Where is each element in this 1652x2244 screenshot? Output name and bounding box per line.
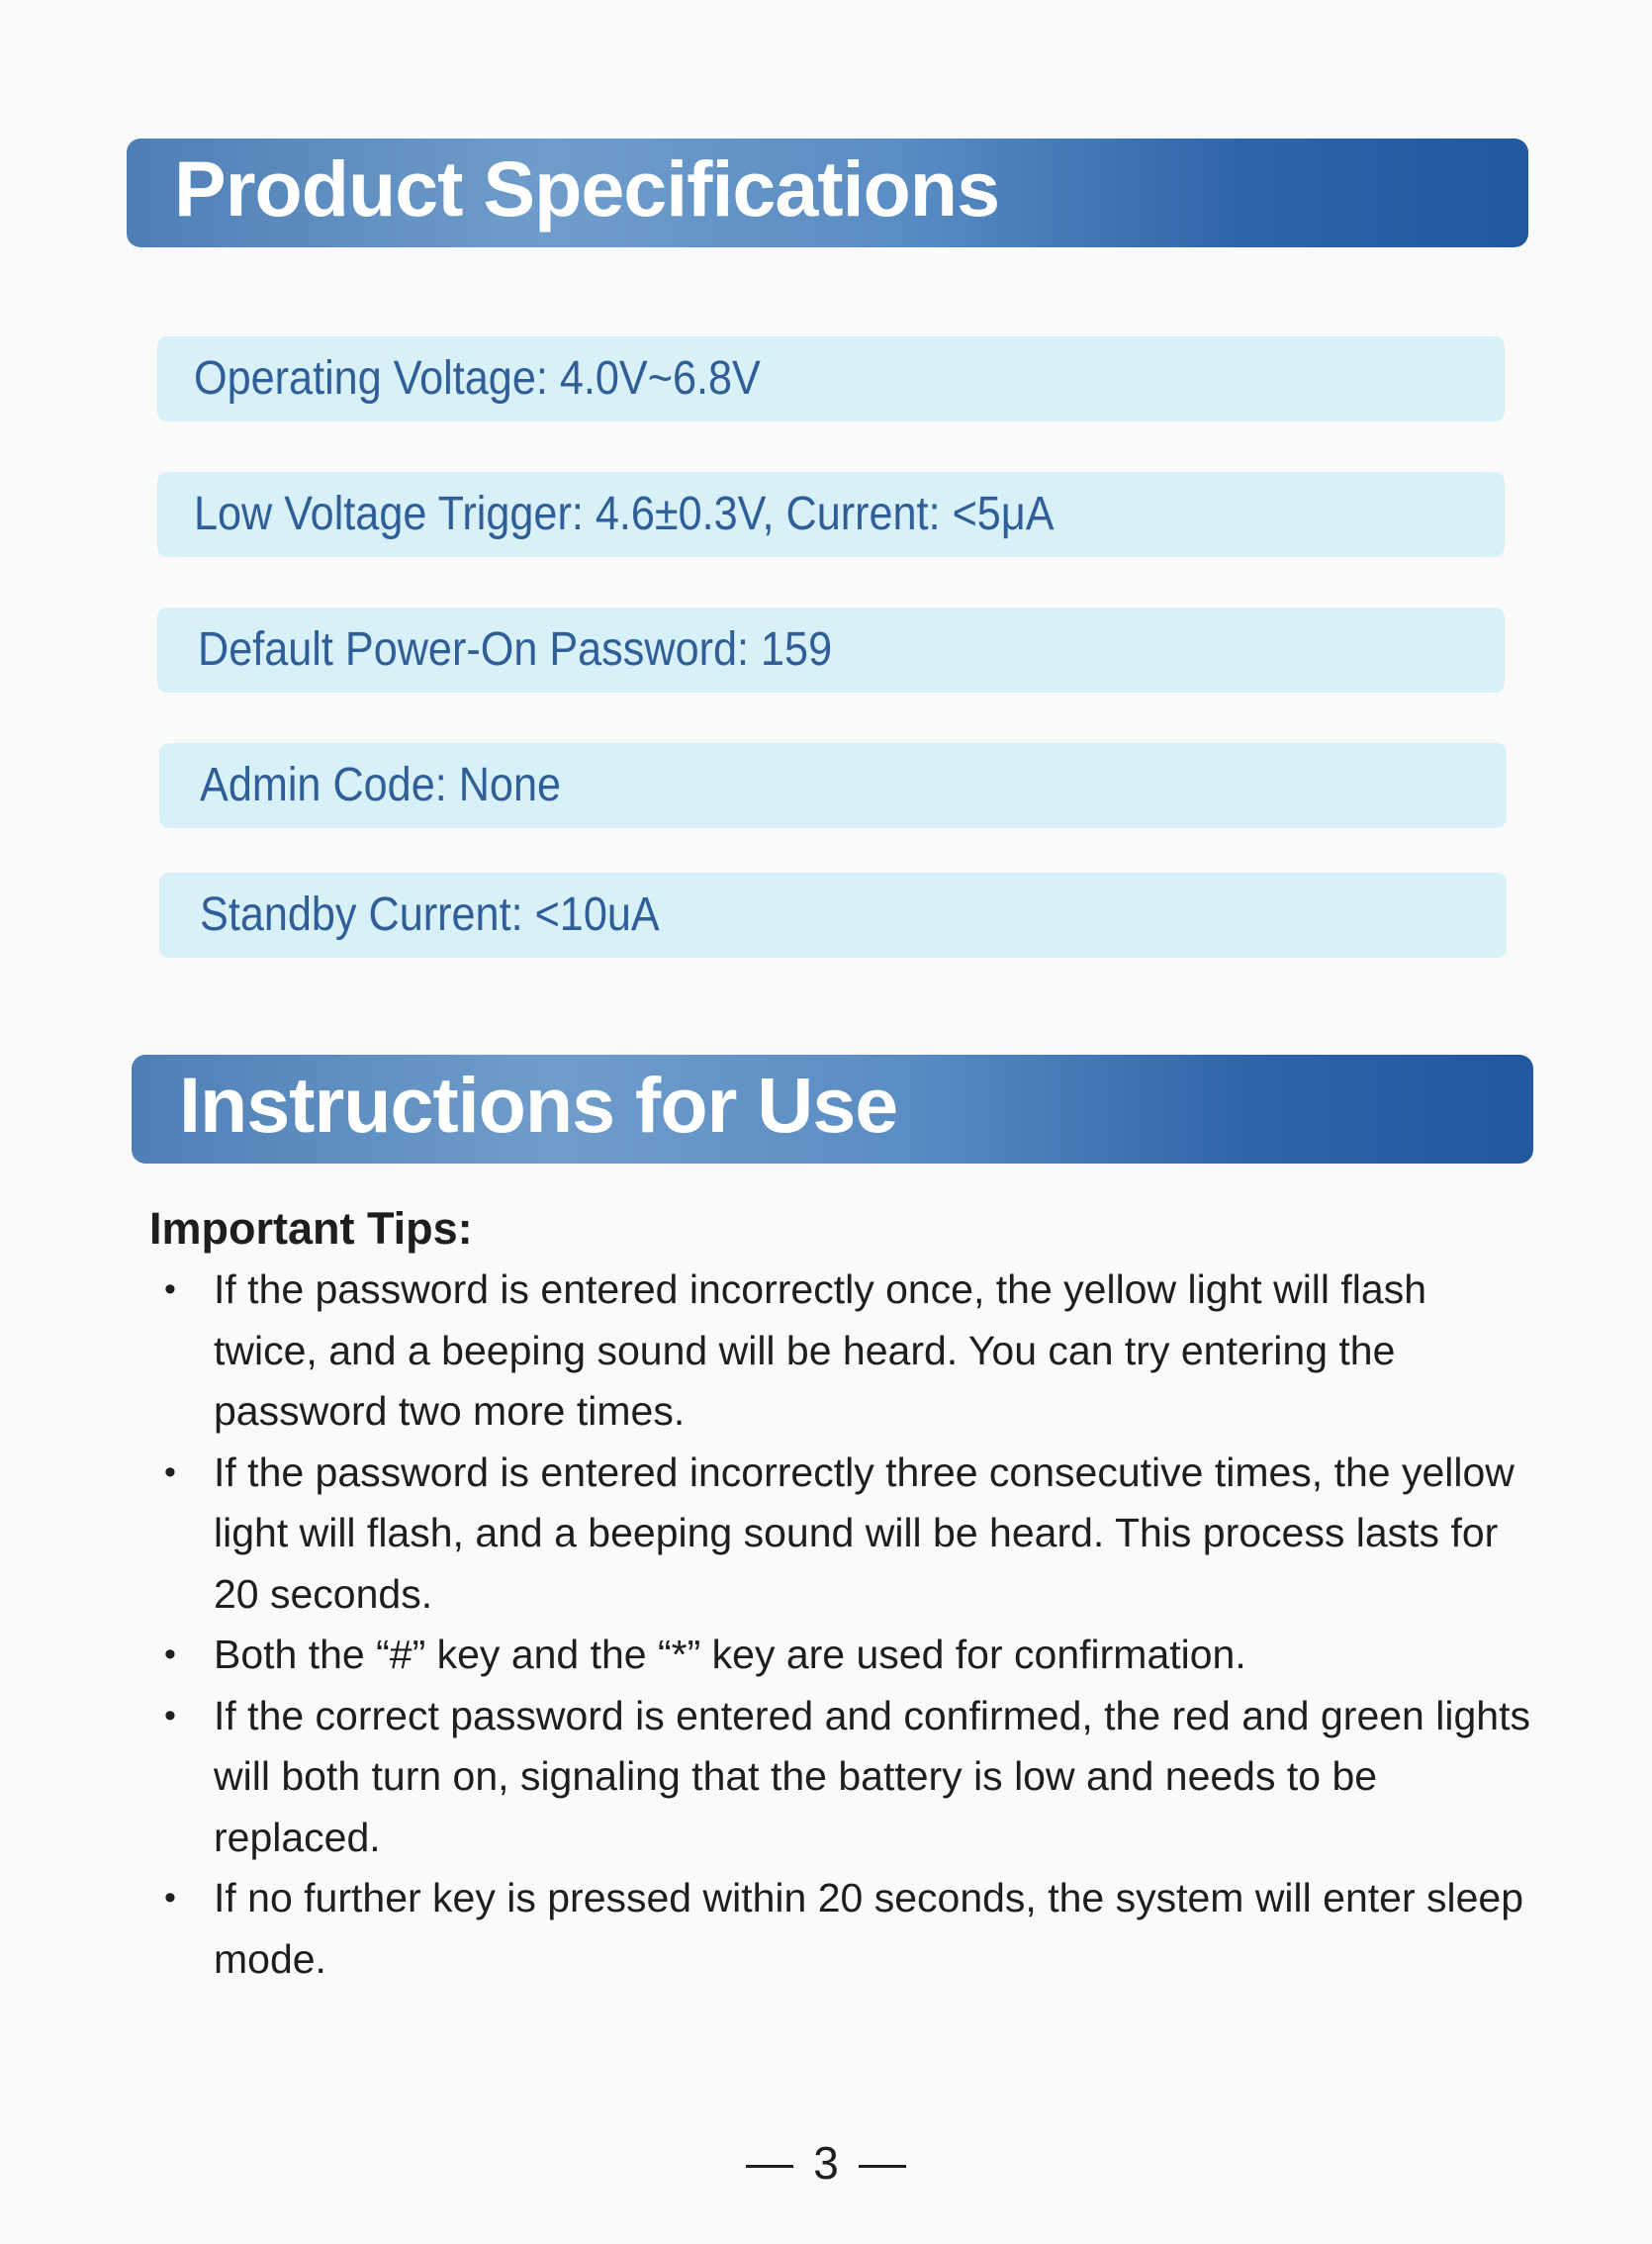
spec-row-default-password [157, 608, 1505, 693]
tip-text: If no further key is pressed within 20 seconds, the system will enter sleep mode. [214, 1875, 1524, 1982]
important-tips-list [158, 1260, 1543, 1990]
spec-row-admin-code [159, 743, 1507, 828]
product-specifications-banner [127, 139, 1528, 247]
spec-row-standby-current [159, 873, 1507, 958]
list-item [158, 1443, 1543, 1626]
bullet-icon: • [164, 1696, 176, 1734]
important-tips-heading: Important Tips: [149, 1203, 473, 1254]
list-item [158, 1686, 1543, 1869]
bullet-icon: • [164, 1452, 176, 1491]
product-specifications-title: Product Specifications [174, 144, 1000, 233]
dash-left [746, 2165, 793, 2168]
bullet-icon: • [164, 1879, 176, 1917]
instructions-for-use-title: Instructions for Use [179, 1061, 898, 1149]
spec-row-operating-voltage [157, 336, 1505, 421]
spec-text: Operating Voltage: 4.0V~6.8V [194, 352, 761, 405]
spec-text: Low Voltage Trigger: 4.6±0.3V, Current: <5μA [194, 488, 1055, 540]
spec-row-low-voltage-trigger [157, 472, 1505, 557]
spec-text: Standby Current: <10uA [200, 888, 660, 941]
spec-text: Default Power-On Password: 159 [198, 623, 833, 676]
page-number-value: 3 [813, 2137, 839, 2189]
spec-text: Admin Code: None [200, 759, 562, 811]
tip-text: Both the “#” key and the “*” key are used for confirmation. [214, 1632, 1246, 1677]
tip-text: If the correct password is entered and confirmed, the red and green lights will both turn on, signaling that the battery is low and needs to be replaced. [214, 1692, 1530, 1860]
page-number [0, 2135, 1652, 2191]
list-item [158, 1625, 1543, 1686]
instructions-for-use-banner [132, 1055, 1533, 1164]
tip-text: If the password is entered incorrectly three consecutive times, the yellow light will flash, and a beeping sound will be heard. This process lasts for 20 seconds. [214, 1449, 1514, 1617]
list-item [158, 1260, 1543, 1443]
tip-text: If the password is entered incorrectly once, the yellow light will flash twice, and a beeping sound will be heard. You can try entering the password two more times. [214, 1266, 1427, 1434]
dash-right [859, 2165, 906, 2168]
list-item [158, 1868, 1543, 1990]
bullet-icon: • [164, 1270, 176, 1308]
bullet-icon: • [164, 1636, 176, 1673]
